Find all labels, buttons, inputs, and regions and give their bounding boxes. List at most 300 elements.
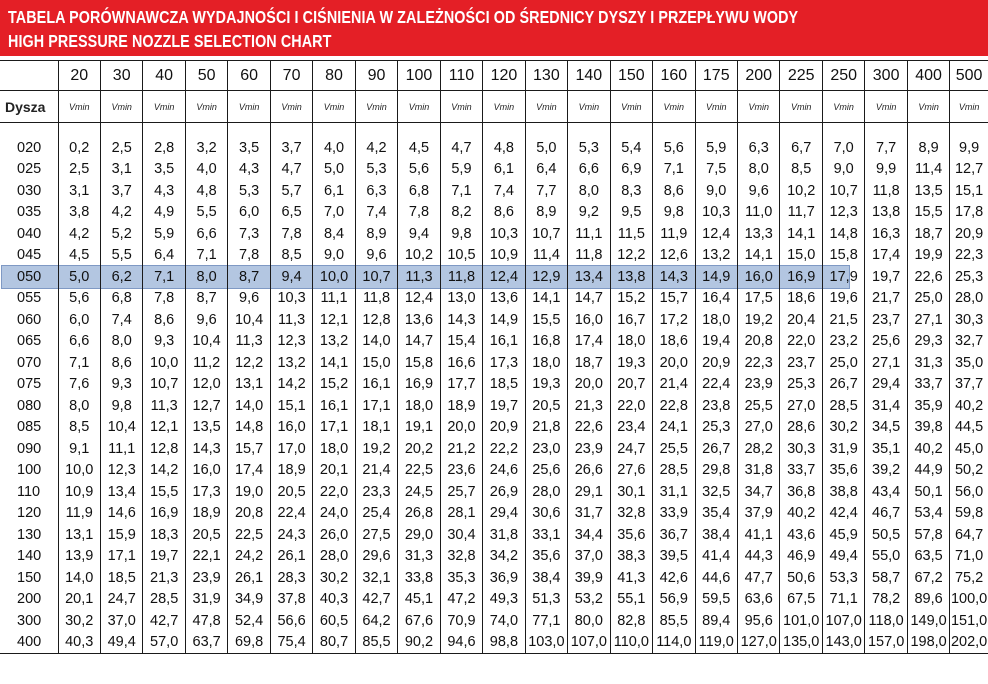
flow-value-cell: 15,0 — [780, 245, 822, 267]
flow-value-cell: 29,4 — [865, 374, 907, 396]
flow-value-cell: 3,1 — [58, 180, 100, 202]
flow-value-cell: 22,5 — [398, 460, 440, 482]
flow-value-cell: 9,6 — [185, 309, 227, 331]
flow-value-cell: 44,6 — [695, 567, 737, 589]
flow-value-cell: 9,6 — [355, 245, 397, 267]
flow-value-cell: 47,2 — [440, 589, 482, 611]
flow-value-cell: 13,9 — [58, 546, 100, 568]
flow-value-cell: 11,1 — [313, 288, 355, 310]
flow-value-cell: 23,7 — [865, 309, 907, 331]
flow-value-cell: 21,3 — [143, 567, 185, 589]
nozzle-size-cell: 090 — [17, 440, 42, 457]
flow-value-cell: 32,5 — [695, 481, 737, 503]
flow-value-cell: 22,0 — [610, 395, 652, 417]
flow-value-cell: 78,2 — [865, 589, 907, 611]
flow-value-cell: 21,8 — [525, 417, 567, 439]
flow-value-cell: 9,8 — [653, 202, 695, 224]
flow-value-cell: 10,5 — [440, 245, 482, 267]
flow-value-cell: 21,7 — [865, 288, 907, 310]
flow-value-cell: 15,5 — [143, 481, 185, 503]
flow-value-cell: 12,2 — [610, 245, 652, 267]
flow-value-cell: 71,1 — [822, 589, 864, 611]
spacer-cell — [185, 123, 227, 138]
flow-value-cell: 6,6 — [568, 159, 610, 181]
nozzle-size-cell: 120 — [17, 505, 42, 522]
flow-value-cell: 30,4 — [440, 524, 482, 546]
flow-value-cell: 3,8 — [58, 202, 100, 224]
spacer-cell — [355, 123, 397, 138]
flow-value-cell: 59,5 — [695, 589, 737, 611]
flow-value-cell: 10,7 — [822, 180, 864, 202]
flow-value-cell: 19,9 — [907, 245, 949, 267]
unit-label: Vmin — [610, 91, 652, 123]
flow-value-cell: 33,8 — [398, 567, 440, 589]
flow-value-cell: 18,7 — [907, 223, 949, 245]
flow-value-cell: 11,9 — [653, 223, 695, 245]
flow-value-cell: 16,7 — [610, 309, 652, 331]
flow-value-cell: 28,5 — [653, 460, 695, 482]
spacer-cell — [58, 123, 100, 138]
flow-value-cell: 12,8 — [143, 438, 185, 460]
flow-value-cell: 17,4 — [568, 331, 610, 353]
flow-value-cell: 11,0 — [738, 202, 780, 224]
flow-value-cell: 13,4 — [568, 266, 610, 288]
flow-value-cell: 7,0 — [822, 137, 864, 159]
flow-value-cell: 26,9 — [483, 481, 525, 503]
nozzle-size-cell: 200 — [17, 591, 42, 608]
flow-value-cell: 100,0 — [950, 589, 988, 611]
flow-value-cell: 4,3 — [228, 159, 270, 181]
flow-value-cell: 13,5 — [907, 180, 949, 202]
nozzle-size-cell: 085 — [17, 419, 42, 436]
flow-value-cell: 53,2 — [568, 589, 610, 611]
flow-value-cell: 11,3 — [270, 309, 312, 331]
flow-value-cell: 3,7 — [100, 180, 142, 202]
unit-label: Vmin — [653, 91, 695, 123]
flow-value-cell: 2,5 — [100, 137, 142, 159]
flow-value-cell: 98,8 — [483, 632, 525, 654]
flow-value-cell: 3,5 — [143, 159, 185, 181]
flow-value-cell: 64,2 — [355, 610, 397, 632]
flow-value-cell: 6,7 — [780, 137, 822, 159]
flow-value-cell: 45,0 — [950, 438, 988, 460]
nozzle-size-cell: 025 — [17, 161, 42, 178]
flow-value-cell: 12,8 — [355, 309, 397, 331]
flow-value-cell: 27,1 — [907, 309, 949, 331]
flow-value-cell: 15,7 — [653, 288, 695, 310]
flow-value-cell: 59,8 — [950, 503, 988, 525]
flow-value-cell: 53,3 — [822, 567, 864, 589]
flow-value-cell: 27,6 — [610, 460, 652, 482]
flow-value-cell: 63,6 — [738, 589, 780, 611]
spacer-cell — [398, 123, 440, 138]
flow-value-cell: 18,6 — [780, 288, 822, 310]
flow-value-cell: 14,1 — [313, 352, 355, 374]
flow-value-cell: 39,5 — [653, 546, 695, 568]
flow-value-cell: 16,6 — [440, 352, 482, 374]
flow-value-cell: 33,7 — [907, 374, 949, 396]
flow-value-cell: 67,2 — [907, 567, 949, 589]
table-row — [0, 180, 988, 202]
flow-value-cell: 11,2 — [185, 352, 227, 374]
flow-value-cell: 50,1 — [907, 481, 949, 503]
flow-value-cell: 9,1 — [58, 438, 100, 460]
flow-value-cell: 10,4 — [228, 309, 270, 331]
flow-value-cell: 31,1 — [653, 481, 695, 503]
flow-value-cell: 7,1 — [58, 352, 100, 374]
flow-value-cell: 16,1 — [355, 374, 397, 396]
flow-value-cell: 9,0 — [822, 159, 864, 181]
flow-value-cell: 3,1 — [100, 159, 142, 181]
flow-value-cell: 89,4 — [695, 610, 737, 632]
flow-value-cell: 22,0 — [780, 331, 822, 353]
flow-value-cell: 18,9 — [270, 460, 312, 482]
flow-value-cell: 29,0 — [398, 524, 440, 546]
flow-value-cell: 6,0 — [228, 202, 270, 224]
flow-value-cell: 4,8 — [185, 180, 227, 202]
flow-value-cell: 71,0 — [950, 546, 988, 568]
flow-value-cell: 23,9 — [185, 567, 227, 589]
flow-value-cell: 101,0 — [780, 610, 822, 632]
spacer-cell — [907, 123, 949, 138]
flow-value-cell: 57,8 — [907, 524, 949, 546]
flow-value-cell: 14,0 — [58, 567, 100, 589]
nozzle-size-cell: 040 — [17, 225, 42, 242]
unit-label: Vmin — [483, 91, 525, 123]
flow-value-cell: 7,5 — [695, 159, 737, 181]
flow-value-cell: 5,9 — [440, 159, 482, 181]
flow-value-cell: 8,5 — [58, 417, 100, 439]
flow-value-cell: 75,4 — [270, 632, 312, 654]
pressure-header: 30 — [100, 61, 142, 91]
flow-value-cell: 19,7 — [865, 266, 907, 288]
flow-value-cell: 13,4 — [100, 481, 142, 503]
flow-value-cell: 22,8 — [653, 395, 695, 417]
flow-value-cell: 56,6 — [270, 610, 312, 632]
pressure-header: 225 — [780, 61, 822, 91]
flow-value-cell: 14,1 — [525, 288, 567, 310]
flow-value-cell: 40,3 — [58, 632, 100, 654]
flow-value-cell: 2,8 — [143, 137, 185, 159]
flow-value-cell: 12,4 — [695, 223, 737, 245]
flow-value-cell: 23,0 — [525, 438, 567, 460]
nozzle-size-cell: 045 — [17, 247, 42, 264]
flow-value-cell: 23,2 — [822, 331, 864, 353]
flow-value-cell: 10,0 — [313, 266, 355, 288]
flow-value-cell: 4,2 — [355, 137, 397, 159]
flow-value-cell: 29,3 — [907, 331, 949, 353]
pressure-header: 100 — [398, 61, 440, 91]
flow-value-cell: 23,9 — [568, 438, 610, 460]
title-polish: TABELA PORÓWNAWCZA WYDAJNOŚCI I CIŚNIENIA W ZALEŻNOŚCI OD ŚREDNICY DYSZY I PRZEPŁYWU WODY — [8, 7, 799, 27]
flow-value-cell: 29,1 — [568, 481, 610, 503]
flow-value-cell: 10,7 — [143, 374, 185, 396]
flow-value-cell: 39,9 — [568, 567, 610, 589]
flow-value-cell: 2,5 — [58, 159, 100, 181]
flow-value-cell: 20,2 — [398, 438, 440, 460]
flow-value-cell: 7,8 — [270, 223, 312, 245]
flow-value-cell: 45,9 — [822, 524, 864, 546]
flow-value-cell: 6,8 — [398, 180, 440, 202]
flow-value-cell: 8,4 — [313, 223, 355, 245]
flow-value-cell: 22,6 — [568, 417, 610, 439]
flow-value-cell: 49,4 — [822, 546, 864, 568]
flow-value-cell: 17,5 — [738, 288, 780, 310]
flow-value-cell: 19,4 — [695, 331, 737, 353]
flow-value-cell: 37,0 — [568, 546, 610, 568]
flow-value-cell: 50,2 — [950, 460, 988, 482]
table-row — [0, 481, 988, 503]
flow-value-cell: 25,3 — [695, 417, 737, 439]
flow-value-cell: 12,1 — [313, 309, 355, 331]
flow-value-cell: 8,5 — [270, 245, 312, 267]
flow-value-cell: 32,1 — [355, 567, 397, 589]
flow-value-cell: 14,0 — [228, 395, 270, 417]
flow-value-cell: 11,7 — [780, 202, 822, 224]
flow-value-cell: 35,9 — [907, 395, 949, 417]
flow-value-cell: 24,5 — [398, 481, 440, 503]
flow-value-cell: 7,4 — [100, 309, 142, 331]
flow-value-cell: 13,3 — [738, 223, 780, 245]
flow-value-cell: 19,2 — [738, 309, 780, 331]
flow-value-cell: 14,3 — [440, 309, 482, 331]
flow-value-cell: 7,1 — [440, 180, 482, 202]
spacer-cell — [270, 123, 312, 138]
flow-value-cell: 8,6 — [100, 352, 142, 374]
flow-value-cell: 15,2 — [313, 374, 355, 396]
flow-value-cell: 14,9 — [695, 266, 737, 288]
flow-value-cell: 18,0 — [610, 331, 652, 353]
flow-value-cell: 21,3 — [568, 395, 610, 417]
flow-value-cell: 75,2 — [950, 567, 988, 589]
flow-value-cell: 0,2 — [58, 137, 100, 159]
flow-value-cell: 14,3 — [653, 266, 695, 288]
flow-value-cell: 30,3 — [950, 309, 988, 331]
flow-value-cell: 27,1 — [865, 352, 907, 374]
flow-value-cell: 17,3 — [483, 352, 525, 374]
flow-value-cell: 56,9 — [653, 589, 695, 611]
flow-value-cell: 19,3 — [525, 374, 567, 396]
flow-value-cell: 17,3 — [185, 481, 227, 503]
flow-value-cell: 4,7 — [440, 137, 482, 159]
flow-value-cell: 24,0 — [313, 503, 355, 525]
spacer-cell — [313, 123, 355, 138]
flow-value-cell: 9,3 — [100, 374, 142, 396]
flow-value-cell: 46,7 — [865, 503, 907, 525]
flow-value-cell: 25,7 — [440, 481, 482, 503]
flow-value-cell: 11,8 — [355, 288, 397, 310]
spacer-cell — [143, 123, 185, 138]
flow-value-cell: 114,0 — [653, 632, 695, 654]
flow-value-cell: 31,3 — [907, 352, 949, 374]
flow-value-cell: 8,9 — [355, 223, 397, 245]
flow-value-cell: 9,8 — [100, 395, 142, 417]
flow-value-cell: 27,0 — [780, 395, 822, 417]
flow-value-cell: 5,9 — [695, 137, 737, 159]
flow-value-cell: 6,5 — [270, 202, 312, 224]
flow-value-cell: 18,9 — [185, 503, 227, 525]
flow-value-cell: 35,6 — [822, 460, 864, 482]
flow-value-cell: 8,9 — [525, 202, 567, 224]
flow-value-cell: 13,2 — [313, 331, 355, 353]
flow-value-cell: 5,5 — [185, 202, 227, 224]
flow-value-cell: 7,3 — [228, 223, 270, 245]
header-corner — [0, 61, 58, 91]
flow-value-cell: 29,4 — [483, 503, 525, 525]
flow-value-cell: 35,0 — [950, 352, 988, 374]
unit-label: Vmin — [865, 91, 907, 123]
flow-value-cell: 6,6 — [58, 331, 100, 353]
flow-value-cell: 15,9 — [100, 524, 142, 546]
table-row — [0, 546, 988, 568]
flow-value-cell: 17,4 — [865, 245, 907, 267]
pressure-header: 250 — [822, 61, 864, 91]
flow-value-cell: 18,5 — [100, 567, 142, 589]
flow-value-cell: 40,2 — [780, 503, 822, 525]
flow-value-cell: 18,6 — [653, 331, 695, 353]
pressure-header: 70 — [270, 61, 312, 91]
flow-value-cell: 3,2 — [185, 137, 227, 159]
flow-value-cell: 28,3 — [270, 567, 312, 589]
flow-value-cell: 3,5 — [228, 137, 270, 159]
flow-value-cell: 17,1 — [100, 546, 142, 568]
flow-value-cell: 17,1 — [313, 417, 355, 439]
spacer-cell — [738, 123, 780, 138]
flow-value-cell: 50,6 — [780, 567, 822, 589]
flow-value-cell: 10,7 — [525, 223, 567, 245]
flow-value-cell: 42,7 — [355, 589, 397, 611]
flow-value-cell: 20,5 — [525, 395, 567, 417]
flow-value-cell: 16,0 — [270, 417, 312, 439]
flow-value-cell: 6,0 — [58, 309, 100, 331]
flow-value-cell: 4,3 — [143, 180, 185, 202]
flow-value-cell: 22,4 — [695, 374, 737, 396]
flow-value-cell: 11,1 — [568, 223, 610, 245]
flow-value-cell: 151,0 — [950, 610, 988, 632]
flow-value-cell: 20,8 — [228, 503, 270, 525]
flow-value-cell: 41,4 — [695, 546, 737, 568]
unit-label: Vmin — [100, 91, 142, 123]
flow-value-cell: 5,3 — [568, 137, 610, 159]
flow-value-cell: 15,1 — [950, 180, 988, 202]
flow-value-cell: 15,8 — [822, 245, 864, 267]
flow-value-cell: 80,7 — [313, 632, 355, 654]
flow-value-cell: 34,5 — [865, 417, 907, 439]
flow-value-cell: 23,7 — [780, 352, 822, 374]
flow-value-cell: 107,0 — [568, 632, 610, 654]
flow-value-cell: 22,5 — [228, 524, 270, 546]
flow-value-cell: 11,8 — [440, 266, 482, 288]
flow-value-cell: 22,4 — [270, 503, 312, 525]
flow-value-cell: 28,0 — [950, 288, 988, 310]
flow-value-cell: 15,5 — [907, 202, 949, 224]
flow-value-cell: 35,6 — [610, 524, 652, 546]
flow-value-cell: 22,3 — [950, 245, 988, 267]
flow-value-cell: 20,9 — [695, 352, 737, 374]
flow-value-cell: 14,8 — [822, 223, 864, 245]
nozzle-size-cell: 400 — [0, 632, 58, 654]
flow-value-cell: 24,7 — [610, 438, 652, 460]
flow-value-cell: 25,5 — [738, 395, 780, 417]
flow-value-cell: 13,5 — [185, 417, 227, 439]
flow-value-cell: 8,6 — [143, 309, 185, 331]
flow-value-cell: 26,7 — [822, 374, 864, 396]
unit-label: Vmin — [738, 91, 780, 123]
flow-value-cell: 6,8 — [100, 288, 142, 310]
unit-label: Vmin — [440, 91, 482, 123]
flow-value-cell: 26,8 — [398, 503, 440, 525]
flow-value-cell: 19,2 — [355, 438, 397, 460]
flow-value-cell: 6,3 — [738, 137, 780, 159]
flow-value-cell: 67,6 — [398, 610, 440, 632]
flow-value-cell: 22,6 — [907, 266, 949, 288]
spacer-cell — [440, 123, 482, 138]
flow-value-cell: 37,0 — [100, 610, 142, 632]
nozzle-column-label: Dysza — [0, 91, 58, 123]
flow-value-cell: 51,3 — [525, 589, 567, 611]
flow-value-cell: 24,3 — [270, 524, 312, 546]
flow-value-cell: 5,5 — [100, 245, 142, 267]
flow-value-cell: 33,7 — [780, 460, 822, 482]
flow-value-cell: 46,9 — [780, 546, 822, 568]
title-english: HIGH PRESSURE NOZZLE SELECTION CHART — [8, 31, 332, 51]
flow-value-cell: 13,6 — [398, 309, 440, 331]
flow-value-cell: 5,4 — [610, 137, 652, 159]
title-banner — [0, 0, 988, 56]
flow-value-cell: 8,6 — [483, 202, 525, 224]
flow-value-cell: 90,2 — [398, 632, 440, 654]
table-row — [0, 266, 988, 288]
flow-value-cell: 24,2 — [228, 546, 270, 568]
flow-value-cell: 16,0 — [185, 460, 227, 482]
flow-value-cell: 5,0 — [58, 266, 100, 288]
flow-value-cell: 38,4 — [695, 524, 737, 546]
flow-value-cell: 11,8 — [568, 245, 610, 267]
flow-value-cell: 9,0 — [695, 180, 737, 202]
flow-value-cell: 7,8 — [398, 202, 440, 224]
flow-value-cell: 11,5 — [610, 223, 652, 245]
flow-value-cell: 10,7 — [355, 266, 397, 288]
nozzle-size-cell: 020 — [17, 139, 42, 156]
table-row — [0, 417, 988, 439]
flow-value-cell: 37,8 — [270, 589, 312, 611]
nozzle-size-cell: 060 — [17, 311, 42, 328]
table-row — [0, 503, 988, 525]
flow-value-cell: 14,1 — [780, 223, 822, 245]
flow-value-cell: 12,2 — [228, 352, 270, 374]
flow-value-cell: 4,5 — [398, 137, 440, 159]
flow-value-cell: 14,7 — [568, 288, 610, 310]
flow-value-cell: 5,3 — [228, 180, 270, 202]
flow-value-cell: 18,3 — [143, 524, 185, 546]
flow-value-cell: 47,8 — [185, 610, 227, 632]
table-row — [0, 288, 988, 310]
flow-value-cell: 29,8 — [695, 460, 737, 482]
nozzle-chart-table — [0, 60, 988, 654]
flow-value-cell: 11,8 — [865, 180, 907, 202]
spacer-cell — [525, 123, 567, 138]
nozzle-size-cell: 130 — [17, 526, 42, 543]
flow-value-cell: 15,5 — [525, 309, 567, 331]
flow-value-cell: 12,0 — [185, 374, 227, 396]
flow-value-cell: 20,5 — [185, 524, 227, 546]
spacer-cell — [610, 123, 652, 138]
flow-value-cell: 31,8 — [738, 460, 780, 482]
pressure-header: 175 — [695, 61, 737, 91]
flow-value-cell: 20,8 — [738, 331, 780, 353]
spacer-cell — [653, 123, 695, 138]
flow-value-cell: 3,7 — [270, 137, 312, 159]
